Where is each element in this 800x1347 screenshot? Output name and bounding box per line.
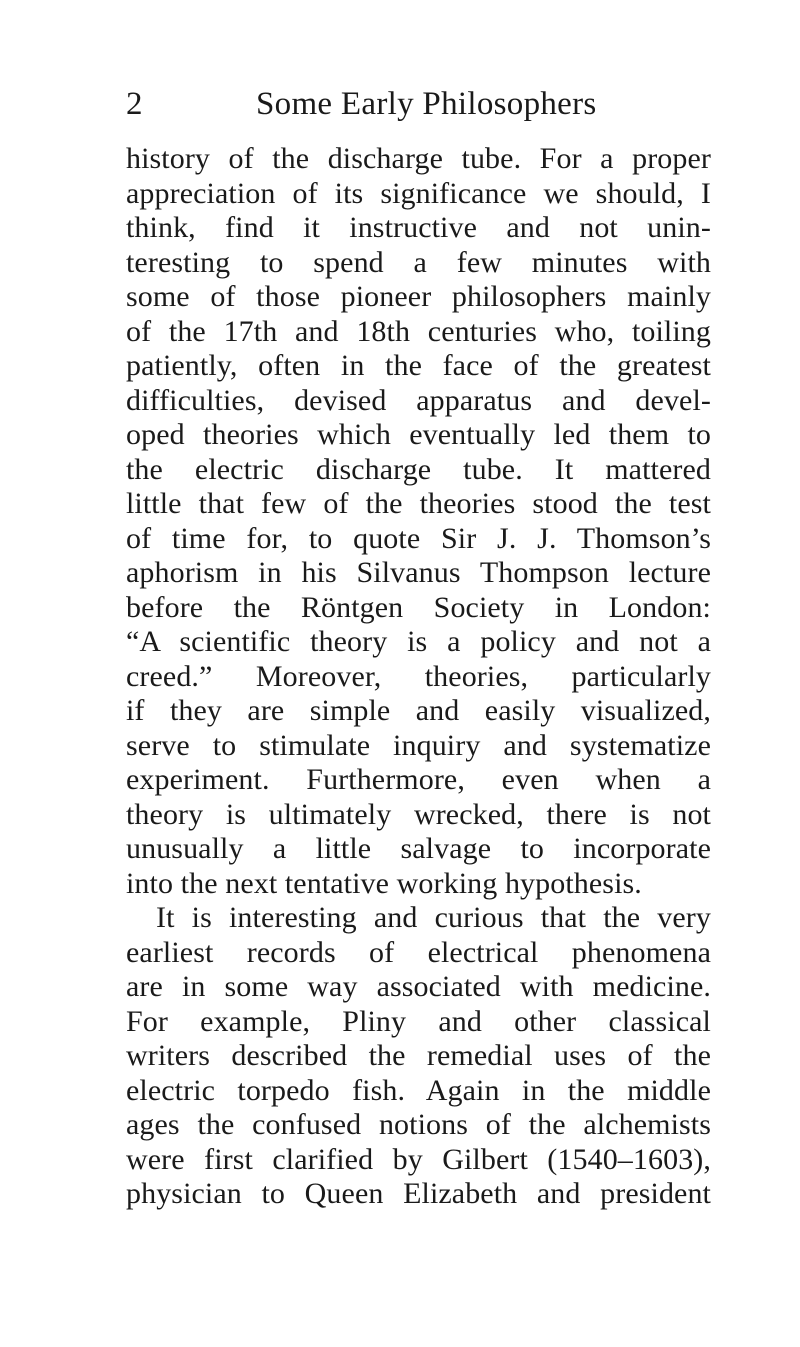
text-line: of time for, to quote Sir J. J. Thomson’s	[126, 521, 711, 555]
text-line: ages the confused notions of the alchemists	[126, 1108, 711, 1141]
text-line: experiment. Furthermore, even when a	[126, 763, 711, 796]
text-line: are in some way associated with medicine.	[126, 970, 711, 1003]
text-line: oped theories which eventually led them to	[126, 418, 711, 451]
text-line: think, find it instructive and not unin-	[126, 211, 711, 244]
page-number: 2	[126, 86, 143, 122]
text-line: teresting to spend a few minutes with	[126, 245, 711, 279]
text-line: were first clarified by Gilbert (1540–1603),	[126, 1142, 711, 1176]
text-line: of the 17th and 18th centuries who, toiling	[126, 314, 711, 348]
text-line: some of those pioneer philosophers mainly	[126, 280, 711, 313]
text-line: earliest records of electrical phenomena	[126, 935, 711, 969]
text-line: patiently, often in the face of the greatest	[126, 349, 711, 382]
text-line: serve to stimulate inquiry and systematize	[126, 728, 711, 762]
text-line: “A scientific theory is a policy and not a	[126, 625, 711, 658]
text-line: appreciation of its significance we should, I	[126, 176, 711, 210]
text-line: before the Röntgen Society in London:	[126, 590, 711, 624]
text-line: It is interesting and curious that the very	[156, 901, 711, 934]
text-line: creed.” Moreover, theories, particularly	[126, 659, 711, 693]
text-line: aphorism in his Silvanus Thompson lecture	[126, 556, 711, 589]
running-header	[126, 86, 597, 136]
running-title: Some Early Philosophers	[256, 86, 597, 122]
text-line: physician to Queen Elizabeth and president	[126, 1177, 711, 1210]
text-line: theory is ultimately wrecked, there is not	[126, 797, 711, 831]
text-line: writers described the remedial uses of the	[126, 1039, 711, 1072]
text-line: For example, Pliny and other classical	[126, 1004, 711, 1038]
text-line: difficulties, devised apparatus and devel-	[126, 383, 711, 417]
text-line: the electric discharge tube. It mattered	[126, 452, 711, 486]
text-line: little that few of the theories stood the test	[126, 487, 711, 520]
text-line: electric torpedo fish. Again in the middle	[126, 1073, 711, 1107]
text-line: if they are simple and easily visualized,	[126, 694, 711, 727]
text-line: into the next tentative working hypothesis.	[126, 866, 642, 900]
body-text	[126, 142, 711, 1212]
text-line: history of the discharge tube. For a proper	[126, 142, 711, 175]
text-line: unusually a little salvage to incorporate	[126, 832, 711, 865]
